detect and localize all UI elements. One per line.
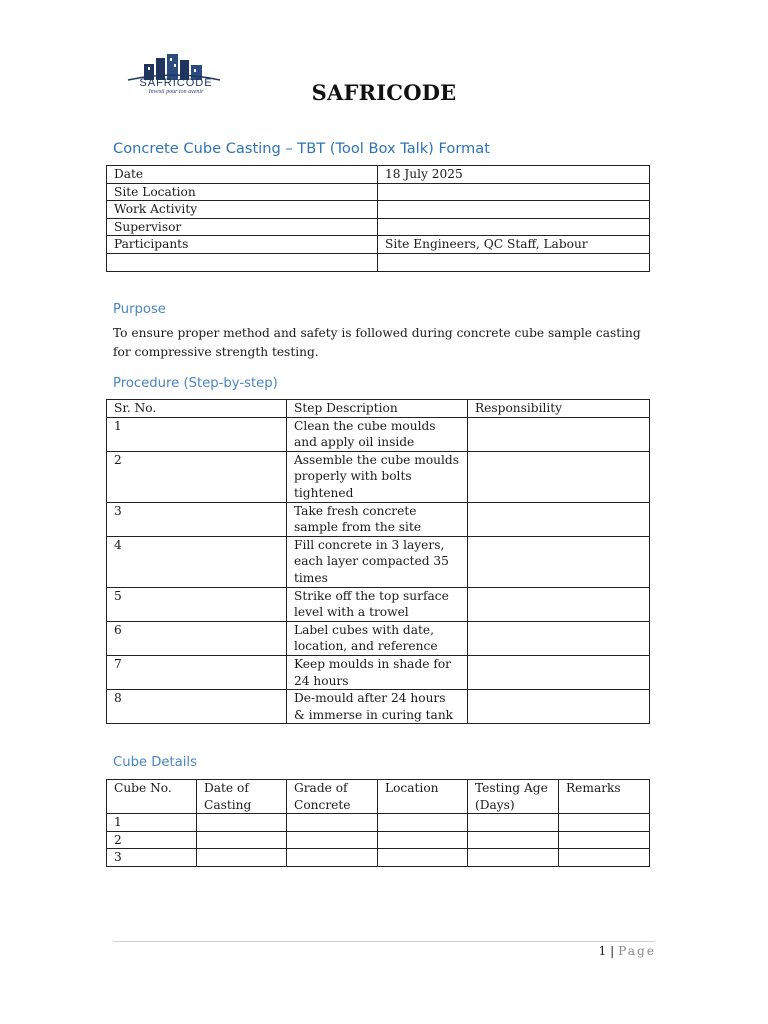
step-number-cell: 3: [107, 502, 287, 536]
step-number-cell: 5: [107, 587, 287, 621]
cube-data-cell: [287, 849, 378, 867]
info-row: [107, 218, 650, 236]
info-value-cell: 18 July 2025: [378, 166, 650, 184]
cube-data-cell: [468, 849, 559, 867]
cube-header-cell: Grade of Concrete: [287, 780, 378, 814]
procedure-header-cell: Responsibility: [468, 400, 650, 418]
logo-wordmark: SAFRICODE: [139, 77, 213, 89]
cube-number-cell: 1: [107, 814, 197, 832]
cube-data-cell: [378, 831, 468, 849]
cube-data-cell: [287, 814, 378, 832]
procedure-table: [106, 399, 650, 724]
cube-data-cell: [559, 831, 650, 849]
cube-header-cell: Date of Casting: [197, 780, 287, 814]
step-description-cell: De-mould after 24 hours & immerse in curing tank: [287, 690, 468, 724]
info-label-cell: [107, 253, 378, 271]
step-description-cell: Fill concrete in 3 layers, each layer compacted 35 times: [287, 536, 468, 587]
logo-tagline: Investi pour ton avenir: [148, 89, 204, 95]
info-row: [107, 183, 650, 201]
info-row: [107, 236, 650, 254]
responsibility-cell: [468, 655, 650, 689]
info-label-cell: Participants: [107, 236, 378, 254]
step-number-cell: 6: [107, 621, 287, 655]
page-separator: |: [610, 944, 615, 958]
procedure-row: [107, 655, 650, 689]
step-number-cell: 8: [107, 690, 287, 724]
cube-header-cell: Remarks: [559, 780, 650, 814]
info-label-cell: Site Location: [107, 183, 378, 201]
procedure-header-row: [107, 400, 650, 418]
responsibility-cell: [468, 587, 650, 621]
cube-data-cell: [559, 814, 650, 832]
step-number-cell: 1: [107, 417, 287, 451]
page-label: Page: [618, 944, 656, 958]
form-heading: Concrete Cube Casting – TBT (Tool Box Talk) Format: [113, 140, 490, 157]
cube-row: [107, 831, 650, 849]
document-title: SAFRICODE: [311, 80, 457, 105]
step-description-cell: Take fresh concrete sample from the site: [287, 502, 468, 536]
step-number-cell: 4: [107, 536, 287, 587]
step-description-cell: Keep moulds in shade for 24 hours: [287, 655, 468, 689]
cube-data-cell: [468, 814, 559, 832]
info-row: [107, 201, 650, 219]
procedure-row: [107, 417, 650, 451]
step-number-cell: 2: [107, 451, 287, 502]
cube-row: [107, 814, 650, 832]
cube-data-cell: [197, 814, 287, 832]
procedure-heading: Procedure (Step-by-step): [113, 376, 278, 391]
tbt-info-table: [106, 165, 650, 272]
step-description-cell: Label cubes with date, location, and reference: [287, 621, 468, 655]
responsibility-cell: [468, 502, 650, 536]
page-number: 1: [598, 944, 607, 958]
responsibility-cell: [468, 536, 650, 587]
cube-header-cell: Location: [378, 780, 468, 814]
info-label-cell: Date: [107, 166, 378, 184]
step-description-cell: Assemble the cube moulds properly with bolts tightened: [287, 451, 468, 502]
info-value-cell: [378, 183, 650, 201]
procedure-header-cell: Sr. No.: [107, 400, 287, 418]
step-description-cell: Strike off the top surface level with a trowel: [287, 587, 468, 621]
page-footer: [598, 944, 656, 958]
procedure-row: [107, 621, 650, 655]
cube-number-cell: 2: [107, 831, 197, 849]
footer-divider: [113, 941, 655, 942]
cube-data-cell: [197, 849, 287, 867]
responsibility-cell: [468, 451, 650, 502]
cube-details-heading: Cube Details: [113, 755, 197, 770]
cube-data-cell: [378, 814, 468, 832]
info-label-cell: Supervisor: [107, 218, 378, 236]
cube-data-cell: [468, 831, 559, 849]
info-row: [107, 166, 650, 184]
cube-header-cell: Testing Age (Days): [468, 780, 559, 814]
cube-header-row: [107, 780, 650, 814]
cube-header-cell: Cube No.: [107, 780, 197, 814]
info-value-cell: [378, 218, 650, 236]
cube-data-cell: [559, 849, 650, 867]
info-label-cell: Work Activity: [107, 201, 378, 219]
info-row: [107, 253, 650, 271]
cube-data-cell: [197, 831, 287, 849]
info-value-cell: Site Engineers, QC Staff, Labour: [378, 236, 650, 254]
procedure-header-cell: Step Description: [287, 400, 468, 418]
step-description-cell: Clean the cube moulds and apply oil inside: [287, 417, 468, 451]
info-value-cell: [378, 253, 650, 271]
procedure-row: [107, 536, 650, 587]
purpose-heading: Purpose: [113, 302, 166, 317]
cube-details-table: [106, 779, 650, 867]
procedure-row: [107, 690, 650, 724]
responsibility-cell: [468, 417, 650, 451]
cube-number-cell: 3: [107, 849, 197, 867]
procedure-row: [107, 587, 650, 621]
procedure-row: [107, 502, 650, 536]
procedure-row: [107, 451, 650, 502]
responsibility-cell: [468, 690, 650, 724]
cube-data-cell: [378, 849, 468, 867]
cube-data-cell: [287, 831, 378, 849]
purpose-text: To ensure proper method and safety is followed during concrete cube sample casting for compressive strength testing.: [113, 326, 641, 359]
cube-row: [107, 849, 650, 867]
step-number-cell: 7: [107, 655, 287, 689]
responsibility-cell: [468, 621, 650, 655]
info-value-cell: [378, 201, 650, 219]
